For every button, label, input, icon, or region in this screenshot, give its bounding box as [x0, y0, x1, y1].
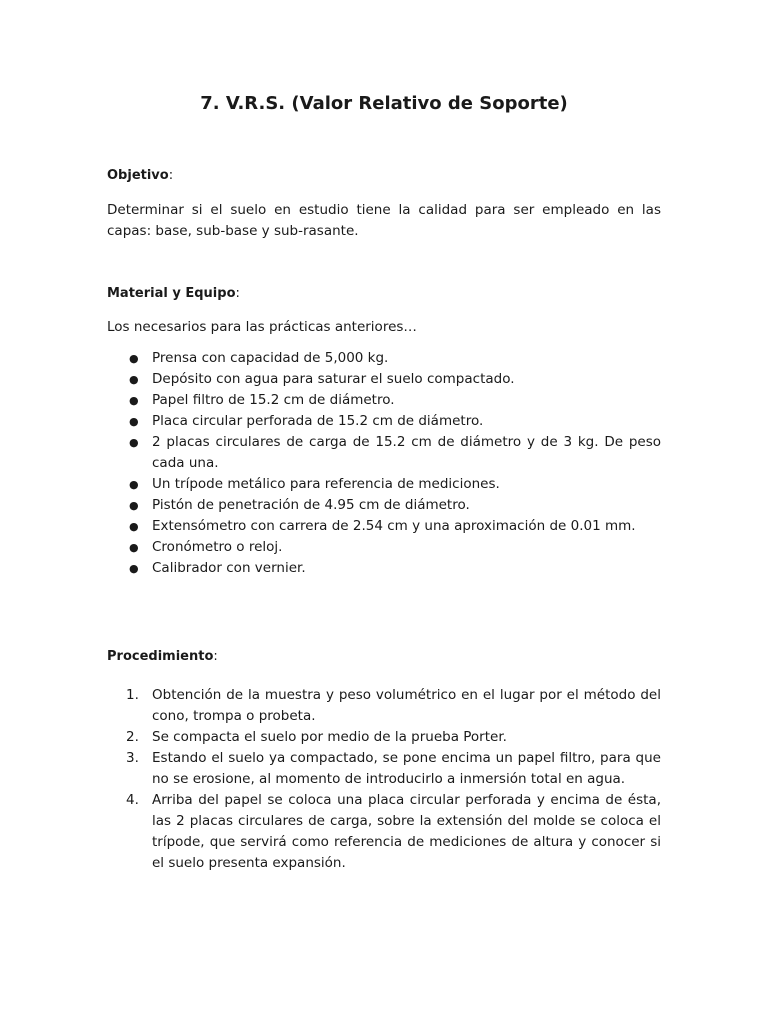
step-number: 1.	[126, 687, 139, 703]
step-text: Se compacta el suelo por medio de la prueba Porter.	[152, 729, 507, 745]
list-item-text: Papel filtro de 15.2 cm de diámetro.	[152, 392, 395, 408]
step-number: 4.	[126, 792, 139, 808]
material-section	[107, 284, 661, 579]
list-item-text: Prensa con capacidad de 5,000 kg.	[152, 350, 389, 366]
page-title: 7. V.R.S. (Valor Relativo de Soporte)	[200, 93, 568, 114]
material-list	[107, 348, 661, 579]
list-item	[107, 537, 661, 558]
list-item	[107, 558, 661, 579]
procedimiento-heading-colon: :	[213, 649, 218, 664]
bullet-icon: ●	[129, 436, 139, 449]
step-item	[107, 727, 661, 748]
objetivo-heading-colon: :	[168, 168, 174, 183]
step-text: Estando el suelo ya compactado, se pone encima un papel filtro, para que no se erosione, al momento de introducirlo a inmersión total en agua.	[152, 750, 661, 787]
material-intro: Los necesarios para las prácticas anteriores…	[107, 319, 417, 335]
objetivo-text: Determinar si el suelo en estudio tiene la calidad para ser empleado en las capas: base, sub-base y sub-rasante.	[107, 202, 661, 239]
step-item	[107, 685, 661, 727]
material-heading-colon: :	[235, 286, 240, 301]
step-text: Obtención de la muestra y peso volumétrico en el lugar por el método del cono, trompa o probeta.	[152, 687, 661, 724]
procedimiento-heading-text: Procedimiento	[107, 649, 214, 664]
list-item	[107, 369, 661, 390]
bullet-icon: ●	[129, 520, 139, 533]
procedimiento-heading	[107, 647, 661, 667]
list-item-text: Extensómetro con carrera de 2.54 cm y una aproximación de 0.01 mm.	[152, 518, 636, 534]
bullet-icon: ●	[129, 562, 139, 575]
objetivo-section	[107, 166, 661, 242]
bullet-icon: ●	[129, 373, 139, 386]
list-item	[107, 516, 661, 537]
list-item	[107, 495, 661, 516]
step-item	[107, 748, 661, 790]
step-item	[107, 790, 661, 874]
step-number: 2.	[126, 729, 139, 745]
bullet-icon: ●	[129, 499, 139, 512]
list-item	[107, 411, 661, 432]
bullet-icon: ●	[129, 394, 139, 407]
bullet-icon: ●	[129, 415, 139, 428]
procedimiento-section	[107, 647, 661, 874]
list-item	[107, 474, 661, 495]
bullet-icon: ●	[129, 541, 139, 554]
list-item	[107, 432, 661, 474]
list-item-text: Un trípode metálico para referencia de mediciones.	[152, 476, 500, 492]
step-text: Arriba del papel se coloca una placa circular perforada y encima de ésta, las 2 placas circulares de carga, sobre la extensión del molde se coloca el trípode, que servirá como referencia de mediciones de altura y conocer si el suelo presenta expansión.	[152, 792, 661, 871]
material-heading	[107, 284, 661, 304]
list-item-text: Pistón de penetración de 4.95 cm de diámetro.	[152, 497, 470, 513]
objetivo-heading-text: Objetivo	[107, 168, 169, 183]
bullet-icon: ●	[129, 478, 139, 491]
list-item	[107, 390, 661, 411]
material-heading-text: Material y Equipo	[107, 286, 236, 301]
list-item-text: Calibrador con vernier.	[152, 560, 306, 576]
list-item-text: Placa circular perforada de 15.2 cm de diámetro.	[152, 413, 484, 429]
list-item-text: Cronómetro o reloj.	[152, 539, 283, 555]
step-number: 3.	[126, 750, 139, 766]
list-item	[107, 348, 661, 369]
list-item-text: 2 placas circulares de carga de 15.2 cm de diámetro y de 3 kg. De peso cada una.	[152, 434, 661, 471]
objetivo-heading	[107, 166, 661, 186]
list-item-text: Depósito con agua para saturar el suelo compactado.	[152, 371, 515, 387]
procedimiento-steps	[107, 685, 661, 874]
bullet-icon: ●	[129, 352, 139, 365]
